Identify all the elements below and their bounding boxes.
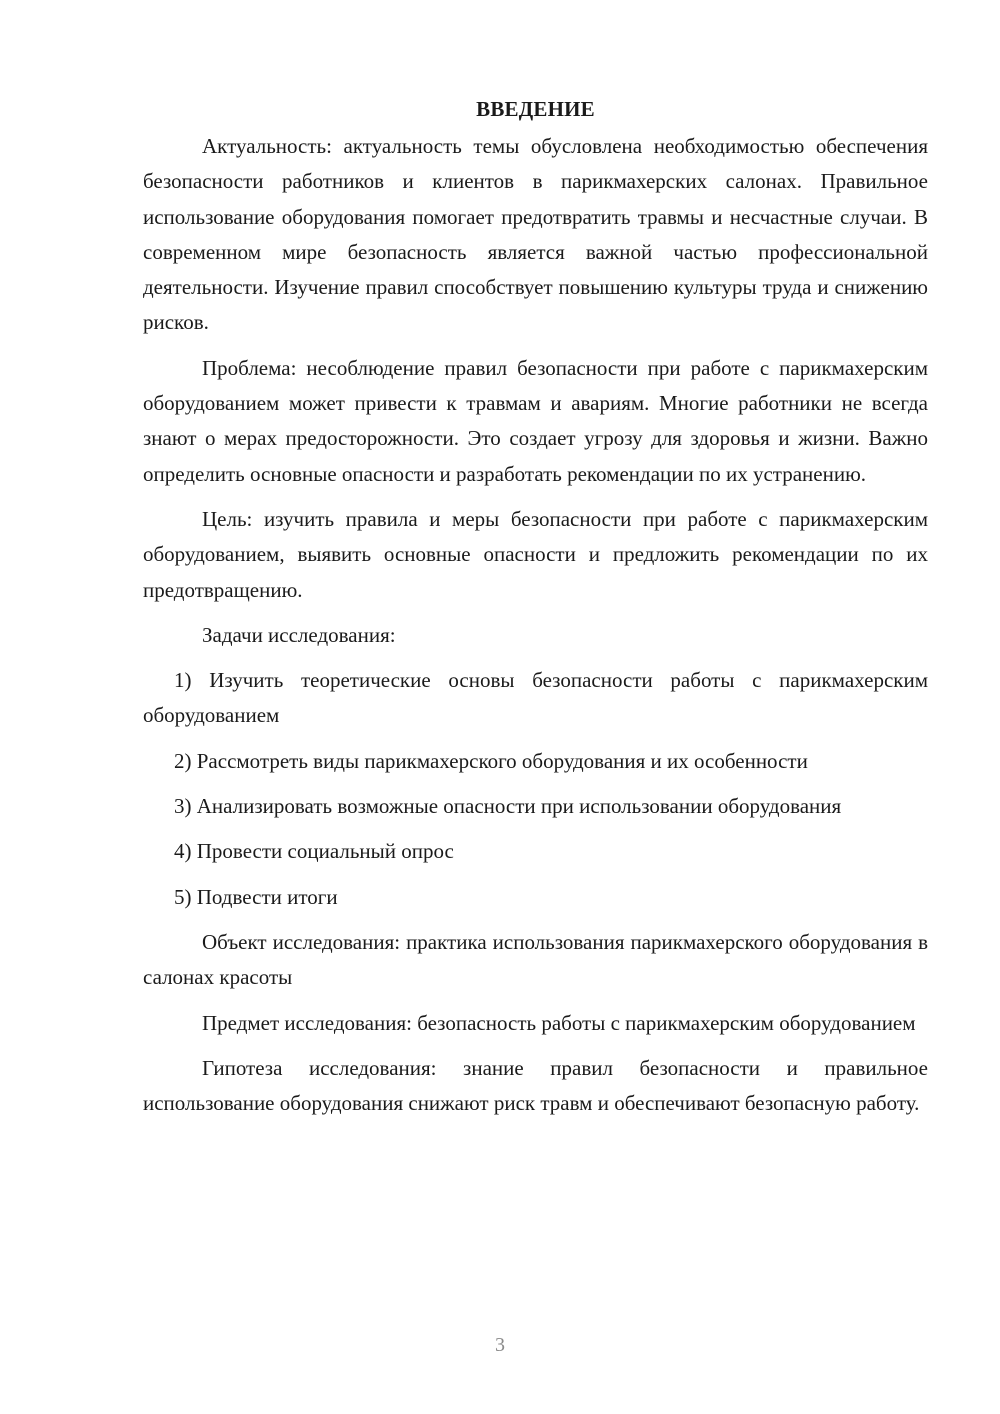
document-page	[143, 92, 928, 1131]
paragraph-goal: Цель: изучить правила и меры безопасности при работе с парикмахерским оборудованием, выявить основные опасности и предложить рекомендации по их предотвращению.	[143, 506, 928, 602]
task-item-2: 2) Рассмотреть виды парикмахерского оборудования и их особенности	[174, 748, 808, 773]
paragraph-subject: Предмет исследования: безопасность работы с парикмахерским оборудованием	[202, 1010, 916, 1035]
paragraph-tasks-heading: Задачи исследования:	[202, 622, 396, 647]
task-item-3: 3) Анализировать возможные опасности при использовании оборудования	[174, 794, 842, 819]
paragraph-hypothesis: Гипотеза исследования: знание правил безопасности и правильное использование оборудования снижают риск травм и обеспечивают безопасную работу.	[143, 1055, 928, 1116]
task-item-5: 5) Подвести итоги	[174, 884, 338, 909]
task-item-1: 1) Изучить теоретические основы безопасности работы с парикмахерским оборудованием	[143, 668, 928, 728]
paragraph-problem: Проблема: несоблюдение правил безопасности при работе с парикмахерским оборудованием может привести к травмам и авариям. Многие работники не всегда знают о мерах предосторожности. Это создает угрозу для здоровья и жизни. Важно определить основные опасности и разработать рекомендации по их устранению.	[143, 355, 928, 486]
document-title: ВВЕДЕНИЕ	[476, 97, 595, 121]
page-number: 3	[495, 1334, 505, 1356]
task-item-4: 4) Провести социальный опрос	[174, 839, 454, 864]
paragraph-relevance: Актуальность: актуальность темы обусловлена необходимостью обеспечения безопасности работников и клиентов в парикмахерских салонах. Правильное использование оборудования помогает предотвратить травмы и несчастные случаи. В современном мире безопасность является важной частью профессиональной деятельности. Изучение правил способствует повышению культуры труда и снижению рисков.	[143, 134, 928, 335]
paragraph-object: Объект исследования: практика использования парикмахерского оборудования в салонах красоты	[143, 929, 928, 990]
